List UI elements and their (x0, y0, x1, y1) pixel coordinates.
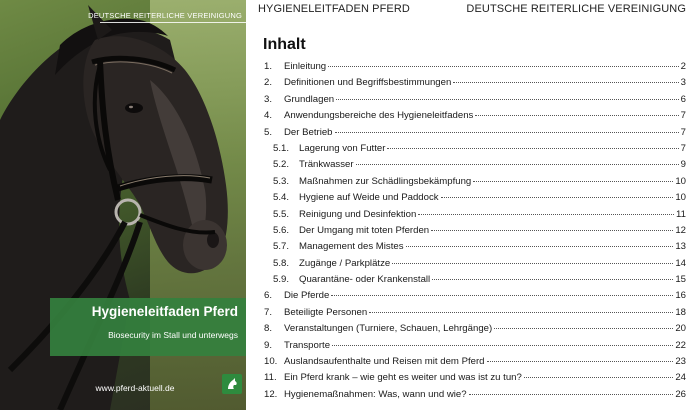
toc-entry-number: 3. (264, 93, 273, 105)
toc-entry-page: 11 (676, 208, 686, 220)
toc-entry-title: Der Umgang mit toten Pferden (299, 224, 430, 236)
toc-entry-page: 7 (680, 142, 686, 154)
toc-entry-page: 23 (675, 356, 686, 368)
toc-entry-title: Definitionen und Begriffsbestimmungen (284, 77, 452, 89)
toc-entry-number: 12. (264, 388, 278, 400)
toc-entry-page: 22 (675, 339, 686, 351)
toc-dot-leader (487, 361, 674, 362)
toc-entry-title: Grundlagen (284, 93, 335, 105)
toc-entry-page: 7 (680, 126, 686, 138)
toc-entry-number: 9. (264, 339, 273, 351)
toc-dot-leader (392, 263, 673, 264)
toc-entry-page: 2 (680, 61, 686, 72)
toc-entry-number: 11. (264, 372, 277, 384)
toc-entry-title: Ein Pferd krank – wie geht es weiter und was ist zu tun? (284, 372, 522, 384)
toc-entry-title: Auslandsaufenthalte und Reisen mit dem Pferd (284, 356, 485, 368)
toc-entry-number: 6. (264, 290, 273, 302)
toc-entry[interactable] (264, 159, 686, 175)
toc-entry-title: Die Pferde (284, 290, 330, 302)
toc-entry[interactable] (264, 389, 686, 405)
toc-entry-page: 10 (675, 192, 686, 204)
toc-entry-number: 4. (264, 110, 273, 122)
toc-entry-title: Lagerung von Futter (299, 142, 386, 154)
toc-entry-page: 16 (675, 290, 686, 302)
toc-entry[interactable] (264, 356, 686, 372)
toc-heading: Inhalt (263, 36, 306, 53)
toc-entry[interactable] (264, 323, 686, 339)
toc-entry-title: Transporte (284, 339, 331, 351)
toc-entry-title: Hygiene auf Weide und Paddock (299, 192, 439, 204)
toc-entry-number: 5.3. (273, 175, 290, 187)
toc-entry-number: 10. (264, 356, 278, 368)
toc-dot-leader (335, 132, 679, 133)
toc-dot-leader (356, 164, 679, 165)
toc-dot-leader (328, 66, 679, 67)
toc-entry[interactable] (264, 340, 686, 356)
cover-title: Hygieneleitfaden Pferd (91, 304, 238, 319)
header-organization: DEUTSCHE REITERLICHE VEREINIGUNG (466, 3, 686, 15)
toc-entry-number: 5.1. (273, 142, 290, 154)
toc-entry-title: Veranstaltungen (Turniere, Schauen, Lehrgänge) (284, 323, 493, 335)
toc-dot-leader (418, 214, 674, 215)
toc-entry-number: 5.2. (273, 159, 290, 171)
toc-dot-leader (475, 115, 678, 116)
toc-entry-page: 18 (675, 306, 686, 318)
toc-entry-page: 15 (675, 274, 686, 286)
toc-entry-page: 7 (680, 110, 686, 122)
toc-entry[interactable] (264, 290, 686, 306)
toc-entry-number: 5.4. (273, 192, 290, 204)
horse-logo-icon (222, 374, 242, 394)
toc-dot-leader (494, 328, 673, 329)
toc-dot-leader (441, 197, 674, 198)
toc-entry[interactable] (264, 61, 686, 77)
toc-dot-leader (406, 246, 674, 247)
toc-entry-page: 9 (680, 159, 686, 171)
table-of-contents (264, 61, 686, 405)
cover-url: www.pferd-aktuell.de (95, 383, 175, 393)
toc-entry[interactable] (264, 94, 686, 110)
toc-entry-page: 3 (680, 77, 686, 89)
toc-entry-page: 24 (675, 372, 686, 384)
toc-entry-title: Tränkwasser (299, 159, 354, 171)
toc-dot-leader (432, 279, 673, 280)
toc-entry[interactable] (264, 307, 686, 323)
toc-entry[interactable] (264, 225, 686, 241)
toc-entry-page: 6 (680, 93, 686, 105)
cover-subtitle: Biosecurity im Stall und unterwegs (108, 330, 238, 340)
cover-page (0, 0, 246, 410)
toc-entry[interactable] (264, 258, 686, 274)
toc-entry[interactable] (264, 241, 686, 257)
toc-entry-title: Management des Mistes (299, 241, 404, 253)
cover-divider (100, 22, 246, 23)
toc-dot-leader (431, 230, 673, 231)
header-document-title: HYGIENELEITFADEN PFERD (258, 3, 410, 15)
toc-dot-leader (332, 345, 673, 346)
toc-entry-title: Anwendungsbereiche des Hygieneleitfadens (284, 110, 474, 122)
toc-entry-title: Beteiligte Personen (284, 306, 368, 318)
toc-entry-number: 5.8. (273, 257, 290, 269)
toc-entry-page: 13 (675, 241, 686, 253)
toc-entry[interactable] (264, 274, 686, 290)
toc-entry-page: 12 (675, 224, 686, 236)
toc-entry-number: 5.5. (273, 208, 290, 220)
toc-dot-leader (453, 82, 678, 83)
toc-entry-number: 5. (264, 126, 273, 138)
toc-dot-leader (331, 295, 673, 296)
toc-dot-leader (387, 148, 678, 149)
toc-entry-number: 7. (264, 306, 273, 318)
toc-entry[interactable] (264, 143, 686, 159)
toc-entry-number: 8. (264, 323, 273, 335)
toc-dot-leader (336, 99, 679, 100)
toc-entry[interactable] (264, 176, 686, 192)
toc-entry[interactable] (264, 372, 686, 388)
toc-entry-number: 5.9. (273, 274, 290, 286)
cover-organization: DEUTSCHE REITERLICHE VEREINIGUNG (88, 11, 242, 20)
toc-entry[interactable] (264, 209, 686, 225)
toc-entry-number: 5.6. (273, 224, 290, 236)
toc-entry-page: 14 (675, 257, 686, 269)
toc-dot-leader (524, 377, 673, 378)
toc-entry-title: Einleitung (284, 61, 327, 72)
toc-entry-page: 20 (675, 323, 686, 335)
toc-entry-number: 1. (264, 61, 273, 72)
toc-entry[interactable] (264, 77, 686, 93)
toc-entry-title: Reinigung und Desinfektion (299, 208, 417, 220)
toc-entry-number: 2. (264, 77, 273, 89)
toc-dot-leader (369, 312, 673, 313)
toc-entry-title: Zugänge / Parkplätze (299, 257, 391, 269)
toc-entry-title: Quarantäne- oder Krankenstall (299, 274, 431, 286)
toc-entry-title: Maßnahmen zur Schädlingsbekämpfung (299, 175, 472, 187)
toc-entry-page: 26 (675, 388, 686, 400)
toc-entry[interactable] (264, 127, 686, 143)
toc-entry[interactable] (264, 110, 686, 126)
toc-entry[interactable] (264, 192, 686, 208)
toc-entry-title: Hygienemaßnahmen: Was, wann und wie? (284, 388, 467, 400)
toc-dot-leader (473, 181, 673, 182)
toc-dot-leader (469, 394, 674, 395)
toc-entry-page: 10 (675, 175, 686, 187)
toc-entry-title: Der Betrieb (284, 126, 333, 138)
toc-entry-number: 5.7. (273, 241, 290, 253)
